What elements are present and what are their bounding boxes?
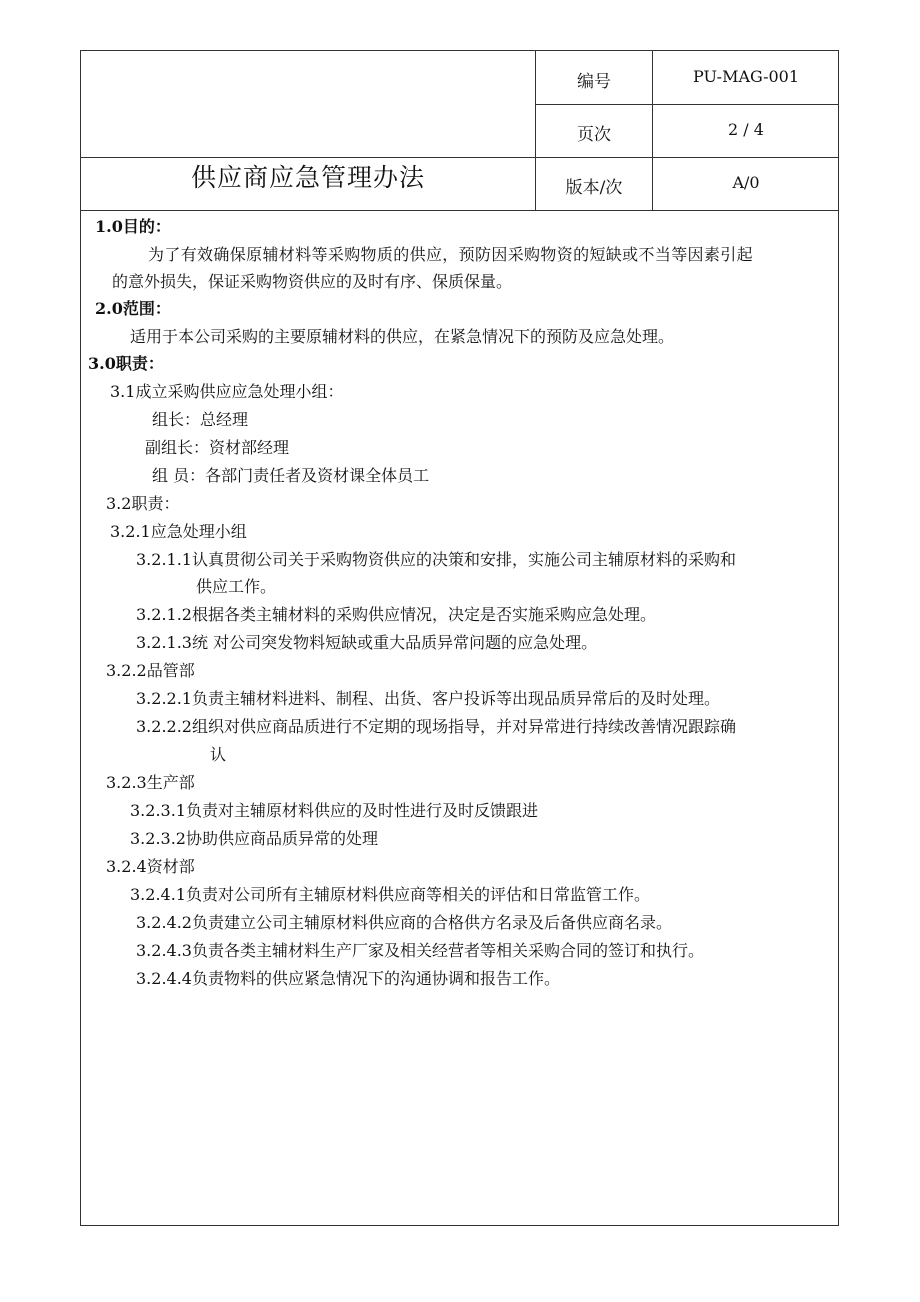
version-label: 版本/次 <box>565 178 623 198</box>
section-3-2: 3.2职责： <box>106 494 180 513</box>
document-title: 供应商应急管理办法 <box>190 163 425 192</box>
item-3-2-4-4: 3.2.4.4负责物料的供应紧急情况下的沟通协调和报告工作。 <box>136 969 560 988</box>
item-3-2-1-1-line-1: 3.2.1.1认真贯彻公司关于采购物资供应的决策和安排，实施公司主辅原材料的采购和 <box>136 550 736 569</box>
item-3-2-3-1: 3.2.3.1负责对主辅原材料供应的及时性进行及时反馈跟进 <box>130 801 538 820</box>
item-3-2-1-1-line-2: 供应工作。 <box>196 577 277 596</box>
section-3-1: 3.1成立采购供应应急处理小组： <box>110 382 344 401</box>
item-3-2-2-1: 3.2.2.1负责主辅材料进料、制程、出货、客户投诉等出现品质异常后的及时处理。 <box>136 689 720 708</box>
section-1-para-line-2: 的意外损失，保证采购物资供应的及时有序、保质保量。 <box>112 272 513 291</box>
section-3-2-2: 3.2.2品管部 <box>106 661 195 680</box>
header-row-line-1 <box>535 104 839 105</box>
item-3-2-4-2: 3.2.4.2负责建立公司主辅原材料供应商的合格供方名录及后备供应商名录。 <box>136 913 672 932</box>
section-1-heading: 1.0目的： <box>95 217 171 236</box>
item-3-2-1-3: 3.2.1.3统 对公司突发物料短缺或重大品质异常问题的应急处理。 <box>136 633 598 652</box>
item-3-2-4-3: 3.2.4.3负责各类主辅材料生产厂家及相关经营者等相关采购合同的签订和执行。 <box>136 941 704 960</box>
section-3-2-1: 3.2.1应急处理小组 <box>110 522 247 541</box>
item-3-2-2-2-line-1: 3.2.2.2组织对供应商品质进行不定期的现场指导，并对异常进行持续改善情况跟踪确 <box>136 717 736 736</box>
section-3-heading: 3.0职责： <box>88 354 164 373</box>
team-members: 组 员：各部门责任者及资材课全体员工 <box>152 466 430 485</box>
doc-number-label: 编号 <box>577 72 611 92</box>
item-3-2-4-1: 3.2.4.1负责对公司所有主辅原材料供应商等相关的评估和日常监管工作。 <box>130 885 650 904</box>
team-leader: 组长：总经理 <box>152 410 249 429</box>
doc-number-value: PU-MAG-001 <box>692 67 800 86</box>
section-1-para-line-1: 为了有效确保原辅材料等采购物质的供应，预防因采购物资的短缺或不当等因素引起 <box>148 245 753 264</box>
item-3-2-3-2: 3.2.3.2协助供应商品质异常的处理 <box>130 829 378 848</box>
header-bottom-line <box>80 210 839 211</box>
section-3-2-4: 3.2.4资材部 <box>106 857 195 876</box>
page-label: 页次 <box>577 125 611 145</box>
item-3-2-2-2-line-2: 认 <box>210 745 227 764</box>
section-2-para: 适用于本公司采购的主要原辅材料的供应，在紧急情况下的预防及应急处理。 <box>130 327 675 346</box>
section-2-heading: 2.0范围： <box>95 299 171 318</box>
version-value: A/0 <box>732 173 760 192</box>
item-3-2-1-2: 3.2.1.2根据各类主辅材料的采购供应情况，决定是否实施采购应急处理。 <box>136 605 656 624</box>
section-3-2-3: 3.2.3生产部 <box>106 773 195 792</box>
page-value: 2 / 4 <box>728 120 764 139</box>
team-deputy: 副组长：资材部经理 <box>145 438 290 457</box>
